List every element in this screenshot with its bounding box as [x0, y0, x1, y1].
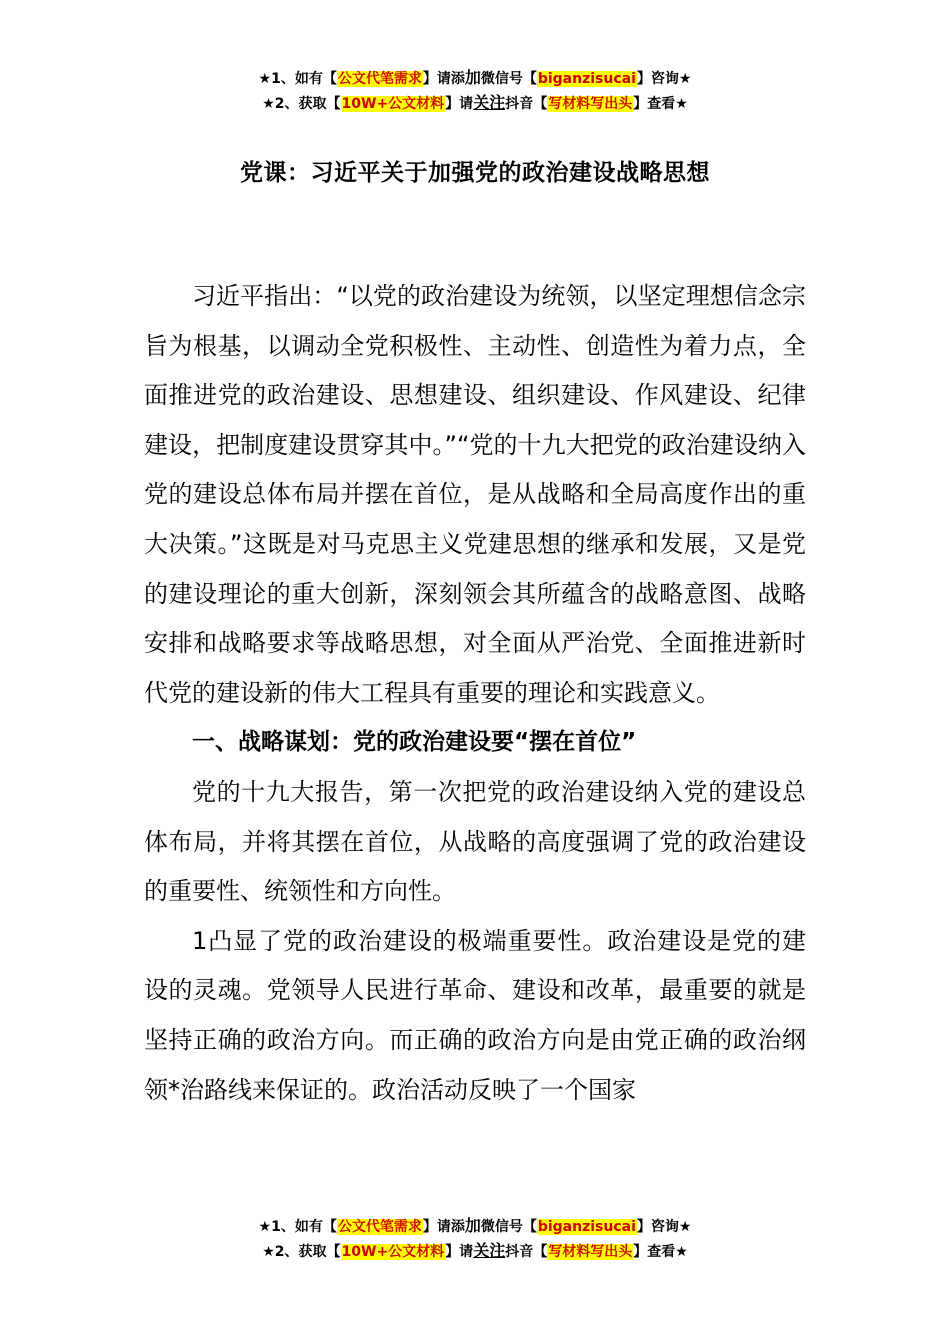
footer-line-1: ★1、如有【公文代笔需求】请添加微信号【biganzisucai】咨询★ [258, 1216, 692, 1235]
highlight-douyin: 写材料写出头 [548, 96, 633, 112]
document-body [144, 272, 806, 1115]
document-title: 党课：习近平关于加强党的政治建设战略思想 [240, 160, 710, 186]
paragraph-2: 党的十九大报告，第一次把党的政治建设纳入党的建设总体布局，并将其摆在首位，从战略的高度强调了党的政治建设的重要性、统领性和方向性。 [144, 777, 806, 906]
header-banner [0, 66, 950, 116]
highlight-wechat-id: biganzisucai [537, 71, 636, 87]
paragraph-3: 1凸显了党的政治建设的极端重要性。政治建设是党的建设的灵魂。党领导人民进行革命、建设和改革，最重要的就是坚持正确的政治方向。而正确的政治方向是由党正确的政治纲领*治路线来保证的。政治活动反映了一个国家 [144, 926, 806, 1104]
section-heading-1: 一、战略谋划：党的政治建设要“摆在首位” [192, 729, 637, 756]
banner-line-2: ★2、获取【10W+公文材料】请关注抖音【写材料写出头】查看★ [262, 93, 688, 112]
highlight-materials: 10W+公文材料 [341, 96, 445, 112]
highlight-service: 公文代笔需求 [337, 71, 422, 87]
paragraph-intro: 习近平指出：“以党的政治建设为统领，以坚定理想信念宗旨为根基，以调动全党积极性、主动性、创造性为着力点，全面推进党的政治建设、思想建设、组织建设、作风建设、纪律建设，把制度建设贯穿其中。”“党的十九大把党的政治建设纳入党的建设总体布局并摆在首位，是从战略和全局高度作出的重大决策。”这既是对马克思主义党建思想的继承和发展，又是党的建设理论的重大创新，深刻领会其所蕴含的战略意图、战略安排和战略要求等战略思想，对全面从严治党、全面推进新时代党的建设新的伟大工程具有重要的理论和实践意义。 [144, 282, 806, 707]
footer-banner [0, 1214, 950, 1264]
banner-line-1: ★1、如有【公文代笔需求】请添加微信号【biganzisucai】咨询★ [258, 68, 692, 87]
footer-line-2: ★2、获取【10W+公文材料】请关注抖音【写材料写出头】查看★ [262, 1241, 688, 1260]
